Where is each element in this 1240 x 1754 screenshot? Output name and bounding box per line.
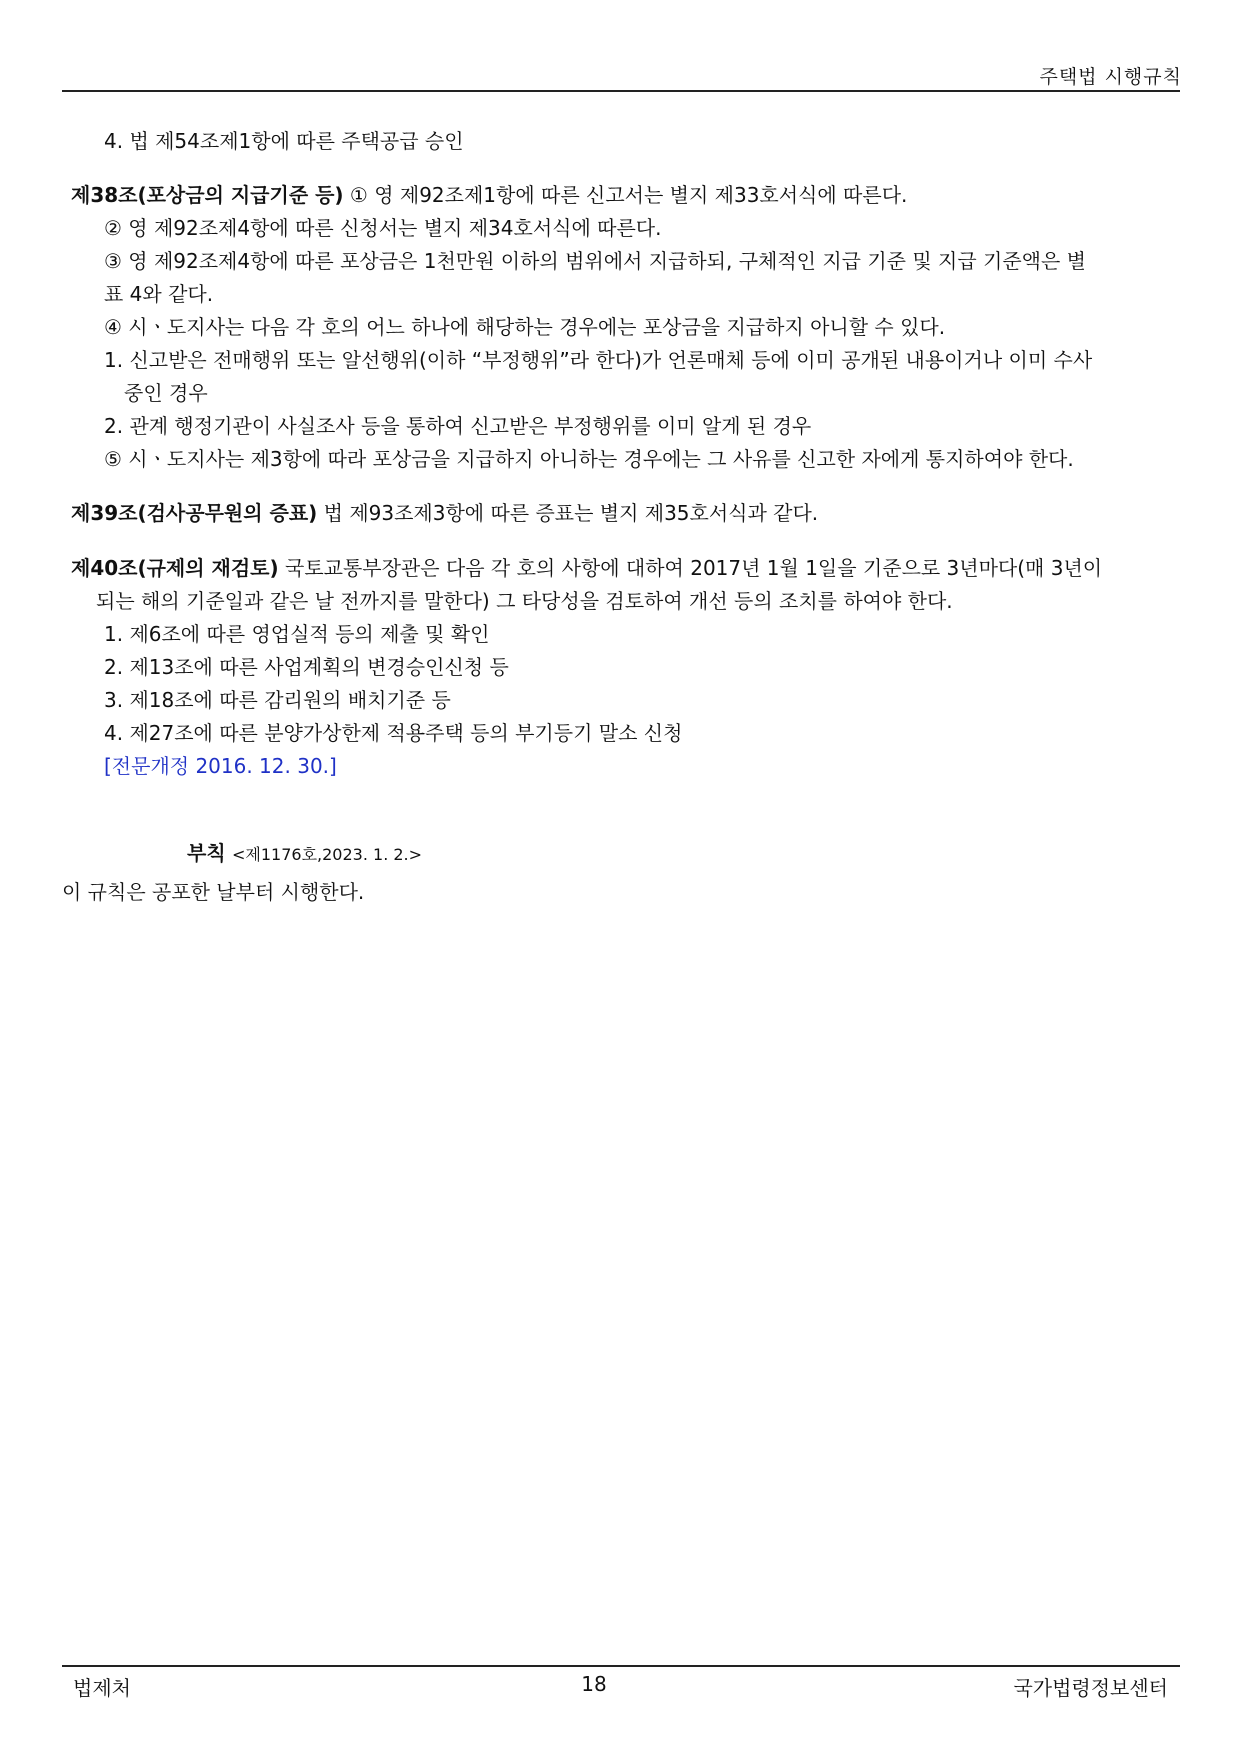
amendment-note: [전문개정 2016. 12. 30.] xyxy=(104,754,337,778)
addendum-text: 이 규칙은 공포한 날부터 시행한다. xyxy=(62,880,365,904)
article-38-para-3-line-1: ③ 영 제92조제4항에 따른 포상금은 1천만원 이하의 범위에서 지급하되, 구체적인 지급 기준 및 지급 기준액은 별 xyxy=(104,249,1086,273)
addendum-reference: <제1176호,2023. 1. 2.> xyxy=(232,845,423,864)
article-38 xyxy=(71,182,907,208)
article-39-heading: 제39조(검사공무원의 증표) xyxy=(71,501,318,525)
item-4-prev: 4. 법 제54조제1항에 따른 주택공급 승인 xyxy=(104,129,464,153)
article-38-para-3-line-2: 표 4와 같다. xyxy=(104,282,214,306)
article-40 xyxy=(71,555,1102,581)
article-38-para-2: ② 영 제92조제4항에 따른 신청서는 별지 제34호서식에 따른다. xyxy=(104,216,662,240)
article-40-text-line-1: 국토교통부장관은 다음 각 호의 사항에 대하여 2017년 1월 1일을 기준으로 3년마다(매 3년이 xyxy=(285,556,1103,580)
addendum-title: 부칙 xyxy=(187,841,226,865)
article-40-item-4: 4. 제27조에 따른 분양가상한제 적용주택 등의 부기등기 말소 신청 xyxy=(104,721,683,745)
article-38-para-1: ① 영 제92조제1항에 따른 신고서는 별지 제33호서식에 따른다. xyxy=(349,183,908,207)
article-38-item-1-line-1: 1. 신고받은 전매행위 또는 알선행위(이하 “부정행위”라 한다)가 언론매체 등에 이미 공개된 내용이거나 이미 수사 xyxy=(104,348,1093,372)
article-40-item-1: 1. 제6조에 따른 영업실적 등의 제출 및 확인 xyxy=(104,622,490,646)
addendum-heading xyxy=(187,840,422,868)
article-38-para-4: ④ 시ㆍ도지사는 다음 각 호의 어느 하나에 해당하는 경우에는 포상금을 지급하지 아니할 수 있다. xyxy=(104,315,946,339)
article-38-item-2: 2. 관계 행정기관이 사실조사 등을 통하여 신고받은 부정행위를 이미 알게 된 경우 xyxy=(104,414,812,438)
article-40-text-line-2: 되는 해의 기준일과 같은 날 전까지를 말한다) 그 타당성을 검토하여 개선 등의 조치를 하여야 한다. xyxy=(96,589,953,613)
article-40-item-3: 3. 제18조에 따른 감리원의 배치기준 등 xyxy=(104,688,451,712)
article-40-heading: 제40조(규제의 재검토) xyxy=(71,556,279,580)
footer-left: 법제처 xyxy=(73,1676,131,1700)
article-38-item-1-line-2: 중인 경우 xyxy=(124,381,208,405)
article-38-para-5: ⑤ 시ㆍ도지사는 제3항에 따라 포상금을 지급하지 아니하는 경우에는 그 사유를 신고한 자에게 통지하여야 한다. xyxy=(104,447,1074,471)
header-rule xyxy=(62,90,1180,92)
page-header-title: 주택법 시행규칙 xyxy=(1039,66,1182,88)
footer-right: 국가법령정보센터 xyxy=(1013,1676,1168,1700)
article-40-item-2: 2. 제13조에 따른 사업계획의 변경승인신청 등 xyxy=(104,655,509,679)
article-39-text: 법 제93조제3항에 따른 증표는 별지 제35호서식과 같다. xyxy=(323,501,819,525)
article-39 xyxy=(71,500,818,526)
article-38-heading: 제38조(포상금의 지급기준 등) xyxy=(71,183,344,207)
footer-rule xyxy=(62,1665,1180,1667)
page-number: 18 xyxy=(581,1672,607,1696)
